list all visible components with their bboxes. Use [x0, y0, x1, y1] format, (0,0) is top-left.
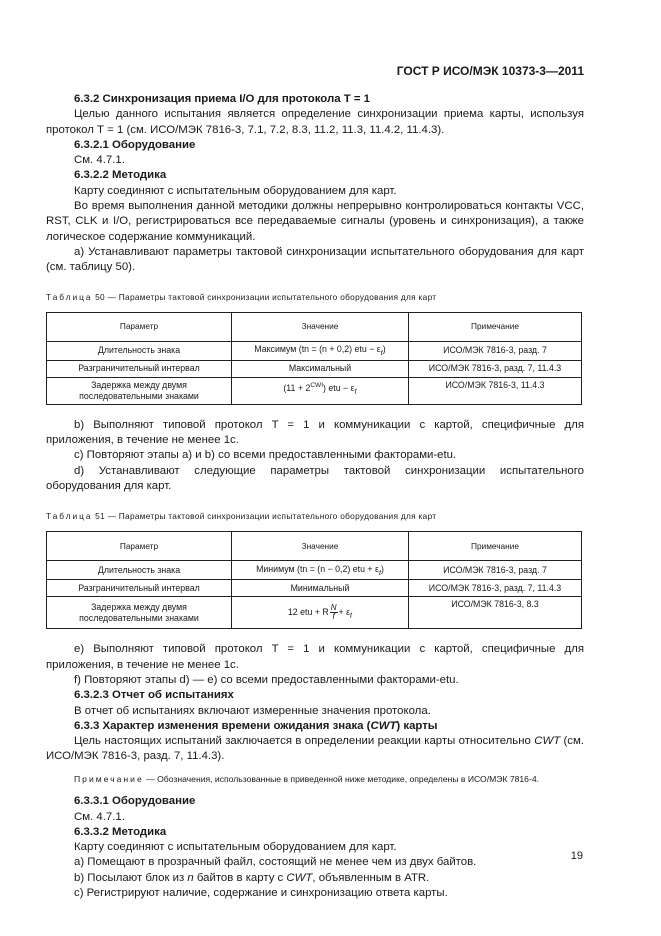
table-header-row [47, 312, 582, 341]
table-cell: Разграничительный интервал [47, 580, 232, 597]
step-c: c) Регистрируют наличие, содержание и синхронизацию ответа карты. [74, 887, 448, 900]
section-6-3-2-3-text: В отчет об испытаниях включают измеренные значения протокола. [74, 704, 431, 717]
step-n: n [187, 871, 194, 884]
formula-text: Максимум (tn = (n + 0,2) etu − ε [254, 343, 381, 354]
table-cell: ИСО/МЭК 7816-3, разд. 7 [409, 341, 582, 360]
method-paragraph: Карту соединяют с испытательным оборудованием для карт. [74, 841, 397, 854]
table-51-caption-word: Таблица [46, 511, 93, 522]
page-number: 19 [570, 850, 583, 862]
table-cell [232, 597, 409, 629]
formula-subscript: t [350, 610, 353, 620]
table-cell [232, 561, 409, 580]
section-6-3-3-2-title: 6.3.3.2 Методика [74, 825, 167, 838]
note-word: Примечание [74, 773, 144, 784]
table-51-caption [46, 509, 584, 524]
section-6-3-2-3-title: 6.3.2.3 Отчет об испытаниях [74, 689, 234, 702]
table-cell: ИСО/МЭК 7816-3, разд. 7, 11.4.3 [409, 360, 582, 377]
formula-text: ) [382, 343, 386, 354]
table-row [47, 377, 582, 404]
formula-text: (11 + 2 [283, 382, 311, 393]
intro-text: Цель настоящих испытаний заключается в определении реакции карты относительно [74, 735, 535, 748]
table-cell: Длительность знака [47, 561, 232, 580]
table-50 [46, 312, 582, 405]
table-cell: Длительность знака [47, 341, 232, 360]
table-header-cell: Параметр [47, 312, 232, 341]
table-row [47, 360, 582, 377]
intro-cwt: CWT [534, 735, 561, 748]
step-text: байтов в карту с [193, 871, 287, 884]
formula-subscript: t [354, 386, 357, 396]
step-a: a) Устанавливают параметры тактовой синхронизации испытательного оборудования для карт (см. таблицу 50). [46, 245, 584, 274]
table-header-cell: Примечание [409, 312, 582, 341]
table-row [47, 580, 582, 597]
step-cwt: CWT [286, 871, 313, 884]
table-50-caption-text: 50 — Параметры тактовой синхронизации испытательного оборудования для карт [92, 291, 437, 302]
note-text: — Обозначения, использованные в приведенной ниже методике, определены в ИСО/МЭК 7816-4. [143, 773, 539, 784]
table-cell: Минимальный [232, 580, 409, 597]
page-body [46, 92, 584, 901]
section-6-3-3-intro [46, 734, 584, 765]
section-6-3-2-intro: Целью данного испытания является определение синхронизации приема карты, используя протокол Т = 1 (см. ИСО/МЭК 7816-3, 7.1, 7.2, 8.3, 11.2, 11.3, 11.4.2, 11.4.3). [46, 108, 584, 136]
formula-superscript: CWI [310, 381, 323, 389]
table-51-caption-text: 51 — Параметры тактовой синхронизации испытательного оборудования для карт [92, 511, 437, 522]
table-header-cell: Значение [232, 532, 409, 561]
step-d: d) Устанавливают следующие параметры тактовой синхронизации испытательного оборудования для карт. [46, 464, 584, 492]
title-cwt: CWT [370, 719, 397, 732]
table-cell: Задержка между двумя последовательными знаками [47, 377, 232, 404]
table-cell: Задержка между двумя последовательными знаками [47, 597, 232, 629]
section-6-3-3-1-text: См. 4.7.1. [74, 810, 125, 823]
table-header-cell: Примечание [409, 532, 582, 561]
title-text: 6.3.3 Характер изменения времени ожидания знака ( [74, 719, 371, 732]
step-f: f) Повторяют этапы d) — e) со всеми предоставленными факторами-etu. [74, 673, 459, 686]
step-b: b) Выполняют типовой протокол T = 1 и коммуникации с картой, специфичные для приложения, в течение не менее 1с. [46, 418, 584, 446]
table-51 [46, 531, 582, 629]
table-cell: Максимальный [232, 360, 409, 377]
section-6-3-2-title: 6.3.2 Синхронизация приема I/O для протокола T = 1 [74, 93, 370, 105]
table-header-cell: Параметр [47, 532, 232, 561]
table-50-caption-word: Таблица [46, 291, 93, 302]
section-6-3-3-1-title: 6.3.3.1 Оборудование [74, 795, 196, 808]
table-cell [232, 377, 409, 404]
section-6-3-2-1-title: 6.3.2.1 Оборудование [74, 138, 196, 151]
table-header-row [47, 532, 582, 561]
table-cell: Разграничительный интервал [47, 360, 232, 377]
formula-subscript: t [380, 347, 383, 357]
table-cell: ИСО/МЭК 7816-3, 11.4.3 [409, 377, 582, 404]
table-cell: ИСО/МЭК 7816-3, разд. 7, 11.4.3 [409, 580, 582, 597]
formula-fraction [330, 604, 338, 621]
step-text: b) Посылают блок из [74, 871, 188, 884]
note [46, 773, 584, 786]
formula-text: 12 etu + R [287, 607, 329, 618]
table-cell: ИСО/МЭК 7816-3, разд. 7 [409, 561, 582, 580]
step-text: , объявленным в ATR. [312, 871, 430, 884]
table-row [47, 597, 582, 629]
section-6-3-3-title [46, 719, 584, 734]
section-6-3-2-1-text: См. 4.7.1. [74, 154, 125, 167]
method-paragraph-1: Карту соединяют с испытательным оборудованием для карт. [74, 184, 397, 197]
table-row [47, 561, 582, 580]
formula-text: Минимум (tn = (n − 0,2) etu + ε [256, 563, 379, 574]
section-6-3-2-2-title: 6.3.2.2 Методика [74, 169, 167, 182]
step-c: c) Повторяют этапы a) и b) со всеми предоставленными факторами-etu. [74, 449, 457, 462]
formula-subscript: t [378, 567, 381, 577]
running-header: ГОСТ Р ИСО/МЭК 10373-3—2011 [396, 64, 584, 78]
fraction-numerator: N [330, 603, 337, 613]
table-cell: ИСО/МЭК 7816-3, 8.3 [409, 597, 582, 629]
fraction-denominator: f [332, 612, 335, 622]
table-header-cell: Значение [232, 312, 409, 341]
step-a: a) Помещают в прозрачный файл, состоящий не менее чем из двух байтов. [74, 856, 477, 869]
table-50-caption [46, 290, 584, 305]
intro-text: (см. ИСО/МЭК 7816-3, разд. 7, 11.4.3). [46, 735, 584, 763]
formula-text: ) [380, 563, 384, 574]
title-text: ) карты [396, 719, 438, 732]
step-e: e) Выполняют типовой протокол T = 1 и коммуникации с картой, специфичные для приложения, в течение не менее 1с. [46, 643, 584, 671]
table-row [47, 341, 582, 360]
method-paragraph-2: Во время выполнения данной методики должны непрерывно контролироваться контакты VCC, RST, CLK и I/O, регистрироваться все передаваемые сигналы (уровень и синхронизация), а также логическое содержание коммуникаций. [46, 200, 584, 243]
formula-text: ) etu − ε [323, 382, 355, 393]
step-b [46, 871, 584, 886]
formula-text: + ε [338, 607, 351, 618]
table-cell [232, 341, 409, 360]
